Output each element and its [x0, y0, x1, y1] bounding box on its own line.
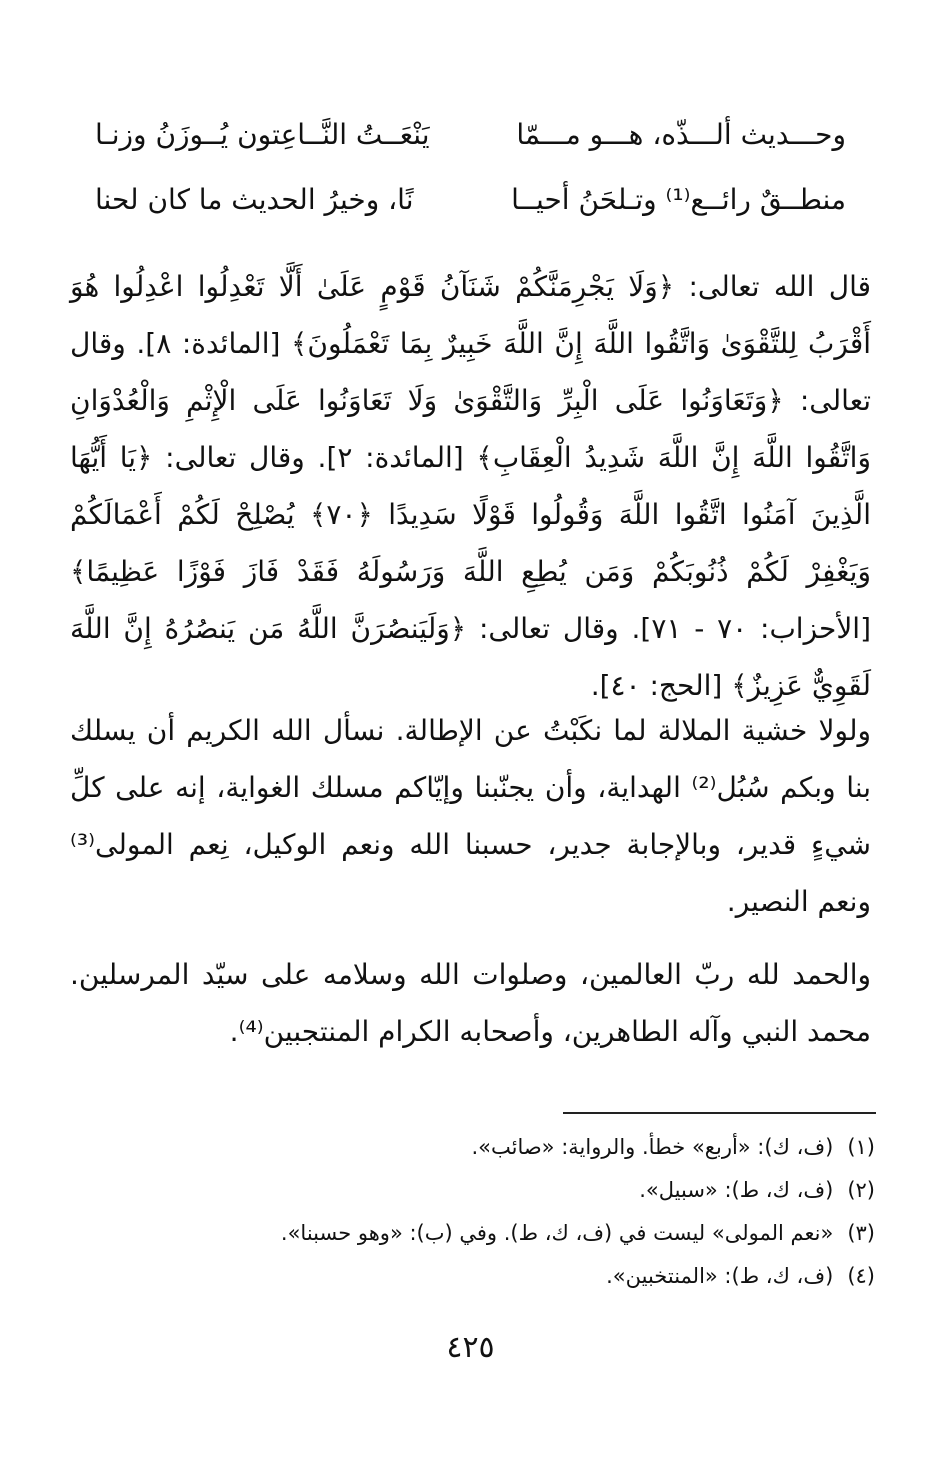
paragraph-text: والحمد لله ربّ العالمين، وصلوات الله وسلامه على سيّد المرسلين. محمد النبي وآله الطاهرين، وأصحابه الكرام المنتجبين⁽⁴⁾.	[70, 958, 871, 1048]
footnote-separator	[563, 1112, 876, 1114]
footnote-item	[70, 1126, 875, 1169]
poem-verse-2	[95, 175, 846, 225]
paragraph-text: ولولا خشية الملالة لما نكَبْتُ عن الإطالة. نسأل الله الكريم أن يسلك بنا وبكم سُبُل⁽²⁾ الهداية، وأن يجنّبنا وإيّاكم مسلك الغواية، إنه على كلِّ شيءٍ قدير، وبالإجابة جدير، حسبنا الله ونعم الوكيل، نِعم المولى⁽³⁾ ونعم النصير.	[70, 714, 871, 918]
poem-hemistich-second: نًا، وخيرُ الحديث ما كان لحنا	[95, 183, 414, 216]
footnotes	[70, 1126, 875, 1298]
poem-verse-1	[95, 110, 846, 160]
page-number: ٤٢٥	[446, 1330, 495, 1365]
footnote-number: (٣)	[847, 1221, 875, 1245]
poem-hemistich-first: منطــقٌ رائــع⁽¹⁾ وتـلحَنُ أحيــا	[511, 183, 846, 216]
footnote-text: (ف، ك): «أربع» خطأ. والرواية: «صائب».	[471, 1135, 834, 1159]
footnote-item	[70, 1212, 875, 1255]
footnote-item	[70, 1169, 875, 1212]
poem-hemistich-second: يَنْعَــتُ النَّــاعِتون يُــوزَنُ وزنـا	[95, 118, 430, 151]
praise-paragraph	[70, 946, 871, 1060]
closing-prayer-paragraph	[70, 702, 871, 930]
footnote-number: (٢)	[847, 1178, 875, 1202]
footnote-number: (١)	[847, 1135, 875, 1159]
footnote-text: (ف، ك، ط): «المنتخبين».	[606, 1264, 834, 1288]
poem-hemistich-first: وحـــديث ألـــذّه، هـــو مـــمّا	[516, 118, 846, 151]
footnote-item	[70, 1255, 875, 1298]
footnote-number: (٤)	[847, 1264, 875, 1288]
paragraph-text: قال الله تعالى: ﴿وَلَا يَجْرِمَنَّكُمْ شَنَآنُ قَوْمٍ عَلَىٰ أَلَّا تَعْدِلُوا اعْدِلُوا هُوَ أَقْرَبُ لِلتَّقْوَىٰ وَاتَّقُوا اللَّهَ إِنَّ اللَّهَ خَبِيرٌ بِمَا تَعْمَلُونَ﴾ [المائدة: ٨]. وقال تعالى: ﴿وَتَعَاوَنُوا عَلَى الْبِرِّ وَالتَّقْوَىٰ وَلَا تَعَاوَنُوا عَلَى الْإِثْمِ وَالْعُدْوَانِ وَاتَّقُوا اللَّهَ إِنَّ اللَّهَ شَدِيدُ الْعِقَابِ﴾ [المائدة: ٢]. وقال تعالى: ﴿يَا أَيُّهَا الَّذِينَ آمَنُوا اتَّقُوا اللَّهَ وَقُولُوا قَوْلًا سَدِيدًا ﴿٧٠﴾ يُصْلِحْ لَكُمْ أَعْمَالَكُمْ وَيَغْفِرْ لَكُمْ ذُنُوبَكُمْ وَمَن يُطِعِ اللَّهَ وَرَسُولَهُ فَقَدْ فَازَ فَوْزًا عَظِيمًا﴾ [الأحزاب: ٧٠ - ٧١]. وقال تعالى: ﴿وَلَيَنصُرَنَّ اللَّهُ مَن يَنصُرُهُ إِنَّ اللَّهَ لَقَوِيٌّ عَزِيزٌ﴾ [الحج: ٤٠].	[70, 270, 872, 702]
quran-verses-paragraph	[70, 258, 871, 714]
footnote-text: (ف، ك، ط): «سبيل».	[639, 1178, 834, 1202]
footnote-text: «نعم المولى» ليست في (ف، ك، ط). وفي (ب): «وهو حسبنا».	[280, 1221, 834, 1245]
